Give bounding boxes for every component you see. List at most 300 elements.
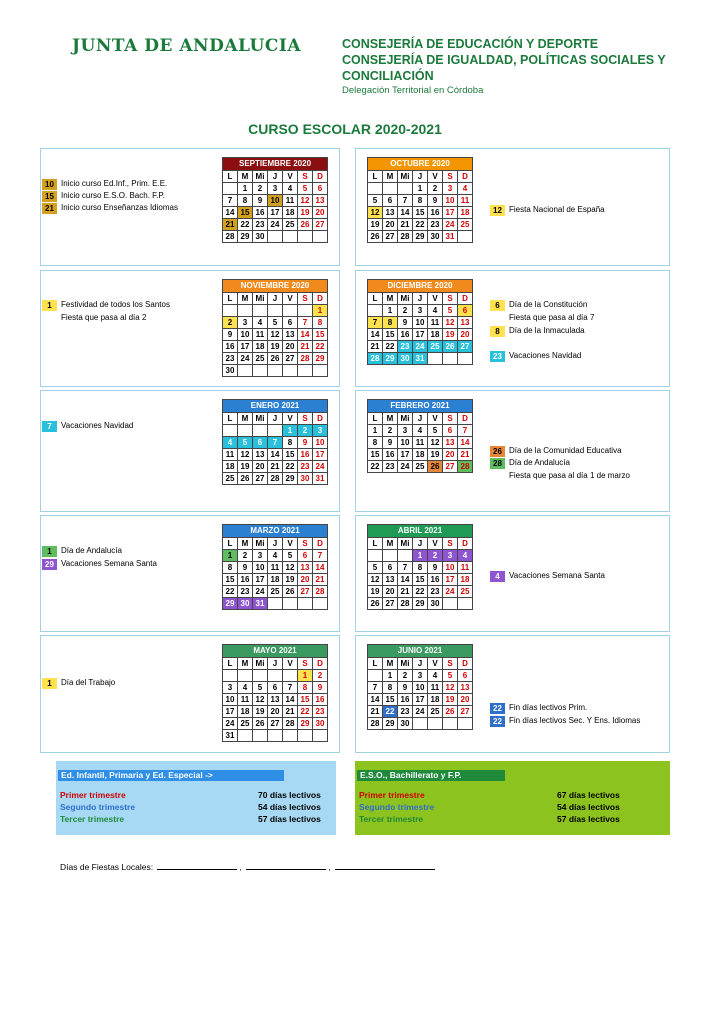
- day-cell[interactable]: 5: [253, 682, 268, 694]
- day-cell[interactable]: 2: [223, 317, 238, 329]
- day-cell[interactable]: 24: [443, 219, 458, 231]
- day-cell[interactable]: 12: [253, 694, 268, 706]
- day-cell[interactable]: 29: [298, 718, 313, 730]
- day-cell[interactable]: 14: [283, 694, 298, 706]
- day-cell[interactable]: 19: [283, 574, 298, 586]
- day-cell[interactable]: 17: [238, 341, 253, 353]
- day-cell[interactable]: 28: [283, 718, 298, 730]
- day-cell[interactable]: 12: [268, 329, 283, 341]
- day-cell[interactable]: 4: [253, 317, 268, 329]
- day-cell[interactable]: 20: [283, 341, 298, 353]
- day-cell[interactable]: 23: [253, 219, 268, 231]
- day-cell[interactable]: 8: [368, 437, 383, 449]
- day-cell[interactable]: 28: [298, 353, 313, 365]
- day-cell[interactable]: 29: [223, 598, 238, 610]
- day-cell[interactable]: 29: [383, 353, 398, 365]
- day-cell[interactable]: 11: [223, 449, 238, 461]
- day-cell[interactable]: 7: [368, 682, 383, 694]
- day-cell[interactable]: 26: [298, 219, 313, 231]
- day-cell[interactable]: 4: [428, 305, 443, 317]
- day-cell[interactable]: 27: [443, 461, 458, 473]
- day-cell[interactable]: 3: [253, 550, 268, 562]
- day-cell[interactable]: 11: [238, 694, 253, 706]
- day-cell[interactable]: 25: [428, 341, 443, 353]
- day-cell[interactable]: 18: [268, 574, 283, 586]
- day-cell[interactable]: 10: [443, 562, 458, 574]
- day-cell[interactable]: 15: [413, 574, 428, 586]
- day-cell[interactable]: 17: [413, 329, 428, 341]
- day-cell[interactable]: 20: [268, 706, 283, 718]
- day-cell[interactable]: 4: [268, 550, 283, 562]
- day-cell[interactable]: 4: [428, 670, 443, 682]
- day-cell[interactable]: 16: [398, 329, 413, 341]
- day-cell[interactable]: 29: [413, 231, 428, 243]
- day-cell[interactable]: 1: [283, 425, 298, 437]
- day-cell[interactable]: 28: [458, 461, 473, 473]
- day-cell[interactable]: 22: [368, 461, 383, 473]
- day-cell[interactable]: 22: [223, 586, 238, 598]
- day-cell[interactable]: 6: [253, 437, 268, 449]
- day-cell[interactable]: 23: [383, 461, 398, 473]
- day-cell[interactable]: 28: [313, 586, 328, 598]
- day-cell[interactable]: 4: [223, 437, 238, 449]
- day-cell[interactable]: 31: [253, 598, 268, 610]
- day-cell[interactable]: 7: [458, 425, 473, 437]
- day-cell[interactable]: 10: [443, 195, 458, 207]
- day-cell[interactable]: 4: [283, 183, 298, 195]
- day-cell[interactable]: 13: [383, 207, 398, 219]
- day-cell[interactable]: 6: [443, 425, 458, 437]
- day-cell[interactable]: 2: [398, 305, 413, 317]
- day-cell[interactable]: 19: [368, 219, 383, 231]
- day-cell[interactable]: 9: [428, 562, 443, 574]
- day-cell[interactable]: 25: [283, 219, 298, 231]
- day-cell[interactable]: 28: [368, 353, 383, 365]
- day-cell[interactable]: 15: [383, 329, 398, 341]
- day-cell[interactable]: 1: [238, 183, 253, 195]
- day-cell[interactable]: 6: [283, 317, 298, 329]
- day-cell[interactable]: 20: [443, 449, 458, 461]
- day-cell[interactable]: 30: [238, 598, 253, 610]
- day-cell[interactable]: 5: [368, 562, 383, 574]
- day-cell[interactable]: 9: [313, 682, 328, 694]
- day-cell[interactable]: 9: [398, 317, 413, 329]
- day-cell[interactable]: 25: [223, 473, 238, 485]
- day-cell[interactable]: 5: [283, 550, 298, 562]
- day-cell[interactable]: 28: [398, 231, 413, 243]
- day-cell[interactable]: 12: [368, 574, 383, 586]
- day-cell[interactable]: 18: [283, 207, 298, 219]
- day-cell[interactable]: 21: [313, 574, 328, 586]
- day-cell[interactable]: 26: [428, 461, 443, 473]
- day-cell[interactable]: 27: [253, 473, 268, 485]
- day-cell[interactable]: 7: [298, 317, 313, 329]
- day-cell[interactable]: 8: [413, 562, 428, 574]
- day-cell[interactable]: 5: [298, 183, 313, 195]
- day-cell[interactable]: 28: [398, 598, 413, 610]
- day-cell[interactable]: 15: [283, 449, 298, 461]
- day-cell[interactable]: 25: [413, 461, 428, 473]
- day-cell[interactable]: 13: [383, 574, 398, 586]
- day-cell[interactable]: 6: [383, 195, 398, 207]
- day-cell[interactable]: 13: [283, 329, 298, 341]
- day-cell[interactable]: 30: [223, 365, 238, 377]
- day-cell[interactable]: 29: [313, 353, 328, 365]
- day-cell[interactable]: 27: [383, 231, 398, 243]
- day-cell[interactable]: 10: [223, 694, 238, 706]
- day-cell[interactable]: 9: [223, 329, 238, 341]
- day-cell[interactable]: 18: [238, 706, 253, 718]
- day-cell[interactable]: 15: [383, 694, 398, 706]
- day-cell[interactable]: 6: [313, 183, 328, 195]
- day-cell[interactable]: 12: [443, 317, 458, 329]
- day-cell[interactable]: 19: [368, 586, 383, 598]
- day-cell[interactable]: 18: [253, 341, 268, 353]
- day-cell[interactable]: 21: [298, 341, 313, 353]
- day-cell[interactable]: 13: [458, 682, 473, 694]
- day-cell[interactable]: 24: [398, 461, 413, 473]
- day-cell[interactable]: 14: [368, 329, 383, 341]
- day-cell[interactable]: 26: [268, 353, 283, 365]
- day-cell[interactable]: 27: [313, 219, 328, 231]
- day-cell[interactable]: 4: [458, 550, 473, 562]
- day-cell[interactable]: 21: [398, 219, 413, 231]
- day-cell[interactable]: 27: [458, 706, 473, 718]
- day-cell[interactable]: 5: [443, 305, 458, 317]
- day-cell[interactable]: 7: [368, 317, 383, 329]
- day-cell[interactable]: 9: [238, 562, 253, 574]
- day-cell[interactable]: 22: [298, 706, 313, 718]
- day-cell[interactable]: 4: [458, 183, 473, 195]
- day-cell[interactable]: 25: [458, 219, 473, 231]
- day-cell[interactable]: 16: [398, 694, 413, 706]
- day-cell[interactable]: 1: [413, 550, 428, 562]
- day-cell[interactable]: 1: [383, 670, 398, 682]
- day-cell[interactable]: 26: [253, 718, 268, 730]
- day-cell[interactable]: 3: [398, 425, 413, 437]
- day-cell[interactable]: 30: [253, 231, 268, 243]
- day-cell[interactable]: 12: [283, 562, 298, 574]
- day-cell[interactable]: 31: [443, 231, 458, 243]
- day-cell[interactable]: 5: [368, 195, 383, 207]
- day-cell[interactable]: 2: [428, 183, 443, 195]
- day-cell[interactable]: 19: [298, 207, 313, 219]
- day-cell[interactable]: 3: [313, 425, 328, 437]
- day-cell[interactable]: 23: [223, 353, 238, 365]
- day-cell[interactable]: 27: [458, 341, 473, 353]
- day-cell[interactable]: 14: [458, 437, 473, 449]
- day-cell[interactable]: 13: [268, 694, 283, 706]
- day-cell[interactable]: 10: [413, 317, 428, 329]
- day-cell[interactable]: 7: [313, 550, 328, 562]
- day-cell[interactable]: 15: [413, 207, 428, 219]
- day-cell[interactable]: 11: [268, 562, 283, 574]
- day-cell[interactable]: 14: [398, 207, 413, 219]
- day-cell[interactable]: 18: [223, 461, 238, 473]
- day-cell[interactable]: 20: [313, 207, 328, 219]
- day-cell[interactable]: 14: [223, 207, 238, 219]
- day-cell[interactable]: 12: [428, 437, 443, 449]
- day-cell[interactable]: 20: [253, 461, 268, 473]
- day-cell[interactable]: 29: [413, 598, 428, 610]
- day-cell[interactable]: 11: [253, 329, 268, 341]
- day-cell[interactable]: 24: [238, 353, 253, 365]
- day-cell[interactable]: 6: [458, 670, 473, 682]
- day-cell[interactable]: 24: [223, 718, 238, 730]
- day-cell[interactable]: 1: [383, 305, 398, 317]
- day-cell[interactable]: 26: [368, 231, 383, 243]
- day-cell[interactable]: 28: [368, 718, 383, 730]
- day-cell[interactable]: 16: [383, 449, 398, 461]
- day-cell[interactable]: 13: [313, 195, 328, 207]
- day-cell[interactable]: 14: [298, 329, 313, 341]
- day-cell[interactable]: 29: [283, 473, 298, 485]
- day-cell[interactable]: 25: [268, 586, 283, 598]
- day-cell[interactable]: 21: [283, 706, 298, 718]
- day-cell[interactable]: 11: [428, 317, 443, 329]
- day-cell[interactable]: 9: [428, 195, 443, 207]
- day-cell[interactable]: 2: [313, 670, 328, 682]
- day-cell[interactable]: 7: [283, 682, 298, 694]
- day-cell[interactable]: 20: [298, 574, 313, 586]
- day-cell[interactable]: 12: [443, 682, 458, 694]
- day-cell[interactable]: 9: [253, 195, 268, 207]
- day-cell[interactable]: 9: [298, 437, 313, 449]
- day-cell[interactable]: 2: [253, 183, 268, 195]
- day-cell[interactable]: 2: [298, 425, 313, 437]
- day-cell[interactable]: 22: [283, 461, 298, 473]
- day-cell[interactable]: 10: [413, 682, 428, 694]
- day-cell[interactable]: 16: [428, 207, 443, 219]
- day-cell[interactable]: 30: [398, 718, 413, 730]
- day-cell[interactable]: 17: [443, 574, 458, 586]
- day-cell[interactable]: 10: [268, 195, 283, 207]
- day-cell[interactable]: 24: [413, 341, 428, 353]
- day-cell[interactable]: 5: [428, 425, 443, 437]
- day-cell[interactable]: 15: [223, 574, 238, 586]
- day-cell[interactable]: 27: [268, 718, 283, 730]
- day-cell[interactable]: 30: [428, 598, 443, 610]
- day-cell[interactable]: 28: [268, 473, 283, 485]
- day-cell[interactable]: 21: [458, 449, 473, 461]
- day-cell[interactable]: 15: [313, 329, 328, 341]
- day-cell[interactable]: 16: [428, 574, 443, 586]
- day-cell[interactable]: 29: [238, 231, 253, 243]
- day-cell[interactable]: 19: [253, 706, 268, 718]
- day-cell[interactable]: 20: [383, 586, 398, 598]
- day-cell[interactable]: 11: [458, 195, 473, 207]
- day-cell[interactable]: 25: [458, 586, 473, 598]
- day-cell[interactable]: 14: [398, 574, 413, 586]
- fiestas-line[interactable]: [335, 861, 435, 870]
- day-cell[interactable]: 8: [223, 562, 238, 574]
- day-cell[interactable]: 21: [268, 461, 283, 473]
- day-cell[interactable]: 2: [238, 550, 253, 562]
- day-cell[interactable]: 18: [458, 207, 473, 219]
- day-cell[interactable]: 19: [443, 694, 458, 706]
- day-cell[interactable]: 14: [313, 562, 328, 574]
- day-cell[interactable]: 7: [398, 195, 413, 207]
- day-cell[interactable]: 16: [253, 207, 268, 219]
- day-cell[interactable]: 31: [313, 473, 328, 485]
- day-cell[interactable]: 24: [268, 219, 283, 231]
- day-cell[interactable]: 5: [268, 317, 283, 329]
- day-cell[interactable]: 13: [443, 437, 458, 449]
- day-cell[interactable]: 15: [368, 449, 383, 461]
- day-cell[interactable]: 4: [413, 425, 428, 437]
- day-cell[interactable]: 22: [238, 219, 253, 231]
- day-cell[interactable]: 31: [413, 353, 428, 365]
- day-cell[interactable]: 20: [458, 329, 473, 341]
- day-cell[interactable]: 19: [443, 329, 458, 341]
- day-cell[interactable]: 3: [443, 550, 458, 562]
- day-cell[interactable]: 6: [298, 550, 313, 562]
- day-cell[interactable]: 7: [268, 437, 283, 449]
- day-cell[interactable]: 8: [383, 317, 398, 329]
- day-cell[interactable]: 11: [458, 562, 473, 574]
- day-cell[interactable]: 23: [398, 341, 413, 353]
- day-cell[interactable]: 13: [458, 317, 473, 329]
- day-cell[interactable]: 3: [238, 317, 253, 329]
- day-cell[interactable]: 24: [313, 461, 328, 473]
- day-cell[interactable]: 1: [413, 183, 428, 195]
- day-cell[interactable]: 25: [253, 353, 268, 365]
- day-cell[interactable]: 8: [313, 317, 328, 329]
- day-cell[interactable]: 14: [368, 694, 383, 706]
- day-cell[interactable]: 1: [223, 550, 238, 562]
- day-cell[interactable]: 24: [253, 586, 268, 598]
- day-cell[interactable]: 12: [238, 449, 253, 461]
- day-cell[interactable]: 7: [398, 562, 413, 574]
- day-cell[interactable]: 26: [443, 706, 458, 718]
- day-cell[interactable]: 24: [443, 586, 458, 598]
- day-cell[interactable]: 27: [298, 586, 313, 598]
- day-cell[interactable]: 11: [283, 195, 298, 207]
- day-cell[interactable]: 10: [398, 437, 413, 449]
- day-cell[interactable]: 4: [238, 682, 253, 694]
- day-cell[interactable]: 6: [268, 682, 283, 694]
- day-cell[interactable]: 16: [298, 449, 313, 461]
- day-cell[interactable]: 16: [223, 341, 238, 353]
- day-cell[interactable]: 8: [413, 195, 428, 207]
- day-cell[interactable]: 23: [313, 706, 328, 718]
- day-cell[interactable]: 17: [313, 449, 328, 461]
- day-cell[interactable]: 23: [428, 586, 443, 598]
- day-cell[interactable]: 30: [313, 718, 328, 730]
- day-cell[interactable]: 10: [313, 437, 328, 449]
- day-cell[interactable]: 3: [413, 305, 428, 317]
- day-cell[interactable]: 19: [428, 449, 443, 461]
- day-cell[interactable]: 22: [383, 706, 398, 718]
- day-cell[interactable]: 8: [238, 195, 253, 207]
- day-cell[interactable]: 3: [223, 682, 238, 694]
- day-cell[interactable]: 21: [398, 586, 413, 598]
- day-cell[interactable]: 27: [283, 353, 298, 365]
- day-cell[interactable]: 11: [428, 682, 443, 694]
- day-cell[interactable]: 13: [298, 562, 313, 574]
- day-cell[interactable]: 1: [313, 305, 328, 317]
- day-cell[interactable]: 3: [413, 670, 428, 682]
- day-cell[interactable]: 26: [368, 598, 383, 610]
- day-cell[interactable]: 2: [398, 670, 413, 682]
- day-cell[interactable]: 18: [458, 574, 473, 586]
- day-cell[interactable]: 9: [398, 682, 413, 694]
- day-cell[interactable]: 17: [223, 706, 238, 718]
- day-cell[interactable]: 30: [428, 231, 443, 243]
- day-cell[interactable]: 26: [238, 473, 253, 485]
- day-cell[interactable]: 20: [383, 219, 398, 231]
- day-cell[interactable]: 18: [413, 449, 428, 461]
- day-cell[interactable]: 18: [428, 694, 443, 706]
- day-cell[interactable]: 12: [368, 207, 383, 219]
- day-cell[interactable]: 29: [383, 718, 398, 730]
- day-cell[interactable]: 17: [268, 207, 283, 219]
- day-cell[interactable]: 12: [298, 195, 313, 207]
- day-cell[interactable]: 30: [398, 353, 413, 365]
- day-cell[interactable]: 27: [383, 598, 398, 610]
- day-cell[interactable]: 6: [383, 562, 398, 574]
- day-cell[interactable]: 26: [283, 586, 298, 598]
- day-cell[interactable]: 25: [238, 718, 253, 730]
- day-cell[interactable]: 21: [368, 706, 383, 718]
- day-cell[interactable]: 19: [268, 341, 283, 353]
- day-cell[interactable]: 25: [428, 706, 443, 718]
- day-cell[interactable]: 23: [428, 219, 443, 231]
- day-cell[interactable]: 24: [413, 706, 428, 718]
- day-cell[interactable]: 17: [443, 207, 458, 219]
- day-cell[interactable]: 23: [398, 706, 413, 718]
- day-cell[interactable]: 11: [413, 437, 428, 449]
- day-cell[interactable]: 8: [298, 682, 313, 694]
- day-cell[interactable]: 28: [223, 231, 238, 243]
- fiestas-line[interactable]: [246, 861, 326, 870]
- day-cell[interactable]: 16: [238, 574, 253, 586]
- day-cell[interactable]: 1: [368, 425, 383, 437]
- day-cell[interactable]: 9: [383, 437, 398, 449]
- day-cell[interactable]: 3: [268, 183, 283, 195]
- day-cell[interactable]: 10: [253, 562, 268, 574]
- day-cell[interactable]: 17: [253, 574, 268, 586]
- day-cell[interactable]: 1: [298, 670, 313, 682]
- day-cell[interactable]: 31: [223, 730, 238, 742]
- day-cell[interactable]: 17: [398, 449, 413, 461]
- day-cell[interactable]: 22: [413, 219, 428, 231]
- day-cell[interactable]: 22: [413, 586, 428, 598]
- fiestas-line[interactable]: [157, 861, 237, 870]
- day-cell[interactable]: 2: [428, 550, 443, 562]
- day-cell[interactable]: 23: [298, 461, 313, 473]
- day-cell[interactable]: 30: [298, 473, 313, 485]
- day-cell[interactable]: 8: [283, 437, 298, 449]
- day-cell[interactable]: 22: [313, 341, 328, 353]
- day-cell[interactable]: 13: [253, 449, 268, 461]
- day-cell[interactable]: 6: [458, 305, 473, 317]
- day-cell[interactable]: 8: [383, 682, 398, 694]
- day-cell[interactable]: 2: [383, 425, 398, 437]
- day-cell[interactable]: 15: [238, 207, 253, 219]
- day-cell[interactable]: 21: [223, 219, 238, 231]
- day-cell[interactable]: 5: [443, 670, 458, 682]
- day-cell[interactable]: 7: [223, 195, 238, 207]
- day-cell[interactable]: 15: [298, 694, 313, 706]
- day-cell[interactable]: 26: [443, 341, 458, 353]
- day-cell[interactable]: 23: [238, 586, 253, 598]
- day-cell[interactable]: 20: [458, 694, 473, 706]
- day-cell[interactable]: 21: [368, 341, 383, 353]
- day-cell[interactable]: 17: [413, 694, 428, 706]
- day-cell[interactable]: 3: [443, 183, 458, 195]
- day-cell[interactable]: 5: [238, 437, 253, 449]
